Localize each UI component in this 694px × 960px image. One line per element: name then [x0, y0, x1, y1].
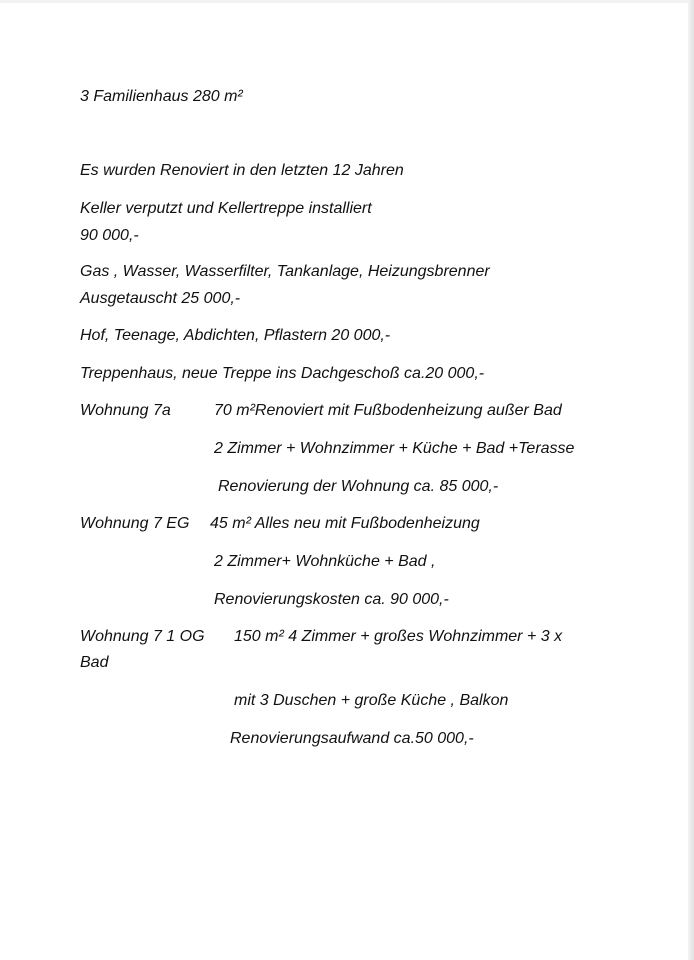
item-keller-line-2: 90 000,- — [80, 227, 139, 244]
unit-7a-line-1: 70 m²Renoviert mit Fußbodenheizung außer Bad — [214, 402, 562, 419]
unit-7eg-line-1: 45 m² Alles neu mit Fußbodenheizung — [210, 515, 480, 532]
unit-7a-name: Wohnung 7a — [80, 402, 171, 419]
unit-7a-line-2: 2 Zimmer + Wohnzimmer + Küche + Bad +Terasse — [214, 440, 575, 457]
unit-7-1og-name-continued: Bad — [80, 654, 109, 671]
document-title: 3 Familienhaus 280 m² — [80, 88, 243, 105]
item-hof-line: Hof, Teenage, Abdichten, Pflastern 20 000,- — [80, 327, 391, 344]
unit-7eg-line-2: 2 Zimmer+ Wohnküche + Bad , — [214, 553, 436, 570]
unit-7-1og-line-2: mit 3 Duschen + große Küche , Balkon — [234, 692, 509, 709]
item-treppenhaus-line: Treppenhaus, neue Treppe ins Dachgeschoß ca.20 000,- — [80, 365, 485, 382]
page-right-edge — [688, 0, 694, 960]
item-keller-line-1: Keller verputzt und Kellertreppe installiert — [80, 200, 372, 217]
unit-7a-line-3: Renovierung der Wohnung ca. 85 000,- — [218, 478, 499, 495]
item-gas-line-2: Ausgetauscht 25 000,- — [80, 290, 241, 307]
item-gas-line-1: Gas , Wasser, Wasserfilter, Tankanlage, Heizungsbrenner — [80, 263, 490, 280]
unit-7-1og-line-3: Renovierungsaufwand ca.50 000,- — [230, 730, 474, 747]
unit-7-1og-line-1: 150 m² 4 Zimmer + großes Wohnzimmer + 3 x — [234, 628, 563, 645]
intro-text: Es wurden Renoviert in den letzten 12 Jahren — [80, 162, 404, 179]
unit-7eg-line-3: Renovierungskosten ca. 90 000,- — [214, 591, 449, 608]
page-top-edge — [0, 0, 694, 3]
unit-7eg-name: Wohnung 7 EG — [80, 515, 190, 532]
unit-7-1og-name: Wohnung 7 1 OG — [80, 628, 205, 645]
